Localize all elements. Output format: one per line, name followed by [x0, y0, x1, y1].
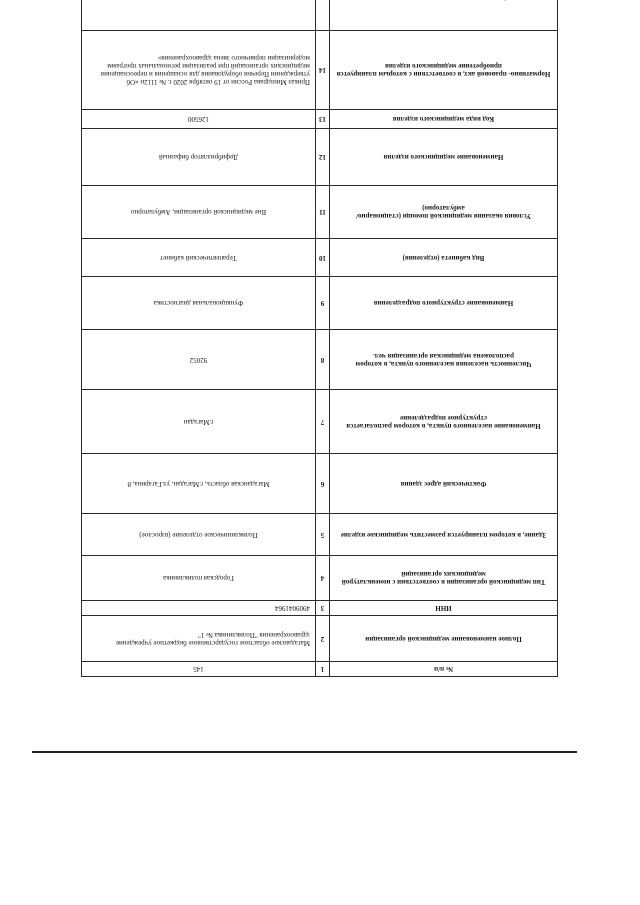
table-row: [82, 556, 558, 601]
table-row: [82, 110, 558, 129]
row-label: Вид кабинета (отделения): [330, 238, 558, 276]
row-number: 13: [316, 110, 330, 129]
table-row: [82, 238, 558, 276]
row-value: Функциональная диагностика: [82, 277, 316, 330]
table-row: [82, 31, 558, 110]
table-row: [82, 601, 558, 616]
row-value: 4909041964: [82, 601, 316, 616]
table-row: [82, 277, 558, 330]
row-value: Терапевтический кабинет: [82, 238, 316, 276]
row-label: Наименование структурного подразделения: [330, 277, 558, 330]
row-value: Приказ Минздрава России от 19 октября 2020 г. № 1112н «Об утверждении Перечня оборудования для оснащения и переоснащения медицинских организаций при реализации региональных программ модернизации первичного звена здравоохранения»: [82, 31, 316, 110]
row-label: Код вида медицинского изделия: [330, 110, 558, 129]
row-label: № п/п: [330, 662, 558, 677]
row-number: 8: [316, 330, 330, 390]
table-row: [82, 454, 558, 514]
row-number: 12: [316, 129, 330, 185]
table-row: [82, 185, 558, 238]
row-number: 1: [316, 662, 330, 677]
row-number: 11: [316, 185, 330, 238]
equipment-table: [81, 0, 558, 677]
row-label: Нормативно- правовой акт, в соответствии с которым планируется приобретение медицинского изделия: [330, 31, 558, 110]
row-number: 10: [316, 238, 330, 276]
row-value: 126500: [82, 110, 316, 129]
row-number: 9: [316, 277, 330, 330]
row-value: 92052: [82, 330, 316, 390]
row-label: Здание, в котором планируется разместить медицинское изделие: [330, 514, 558, 556]
row-number: 4: [316, 556, 330, 601]
row-label: ИНН: [330, 601, 558, 616]
row-value: Городская поликлиника: [82, 556, 316, 601]
table-row: [82, 390, 558, 454]
table-row: [82, 330, 558, 390]
row-number: 5: [316, 514, 330, 556]
table-row: [82, 129, 558, 185]
page-bottom-rule: [32, 751, 577, 753]
row-number: [316, 0, 330, 31]
row-label: Наименование населенного пункта, в котором располагается структурное подразделение: [330, 390, 558, 454]
table-row: [82, 615, 558, 661]
row-value: Магаданская область, г.Магадан, ул.Гагарина, 8: [82, 454, 316, 514]
row-value: г.Магадан: [82, 390, 316, 454]
row-label: Условия оказания медицинской помощи (стационарно/амбулаторно): [330, 185, 558, 238]
row-number: 14: [316, 31, 330, 110]
row-value: Дефибриллятор бифазный: [82, 129, 316, 185]
row-value: [82, 0, 316, 31]
row-value: Поликлиническое отделение (взрослое): [82, 514, 316, 556]
row-number: 2: [316, 615, 330, 661]
row-value: Магаданское областное государственное бюджетное учреждение здравоохранения "Поликлиника № 1": [82, 615, 316, 661]
table-row: [82, 514, 558, 556]
row-label: Полное наименование медицинской организации: [330, 615, 558, 661]
table-row: [82, 0, 558, 31]
row-label: Тип медицинской организации в соответствии с номенклатурой медицинских организаций: [330, 556, 558, 601]
row-number: 7: [316, 390, 330, 454]
row-number: 3: [316, 601, 330, 616]
row-value: Вне медицинской организации, Амбулаторно: [82, 185, 316, 238]
table-row: [82, 662, 558, 677]
row-number: 6: [316, 454, 330, 514]
row-label: Численность населения населенного пункта, в котором расположена медицинская организация чел.: [330, 330, 558, 390]
row-label: [330, 0, 558, 31]
row-value: 145: [82, 662, 316, 677]
row-label: Наименование медицинского изделия: [330, 129, 558, 185]
row-label: Фактический адрес здания: [330, 454, 558, 514]
